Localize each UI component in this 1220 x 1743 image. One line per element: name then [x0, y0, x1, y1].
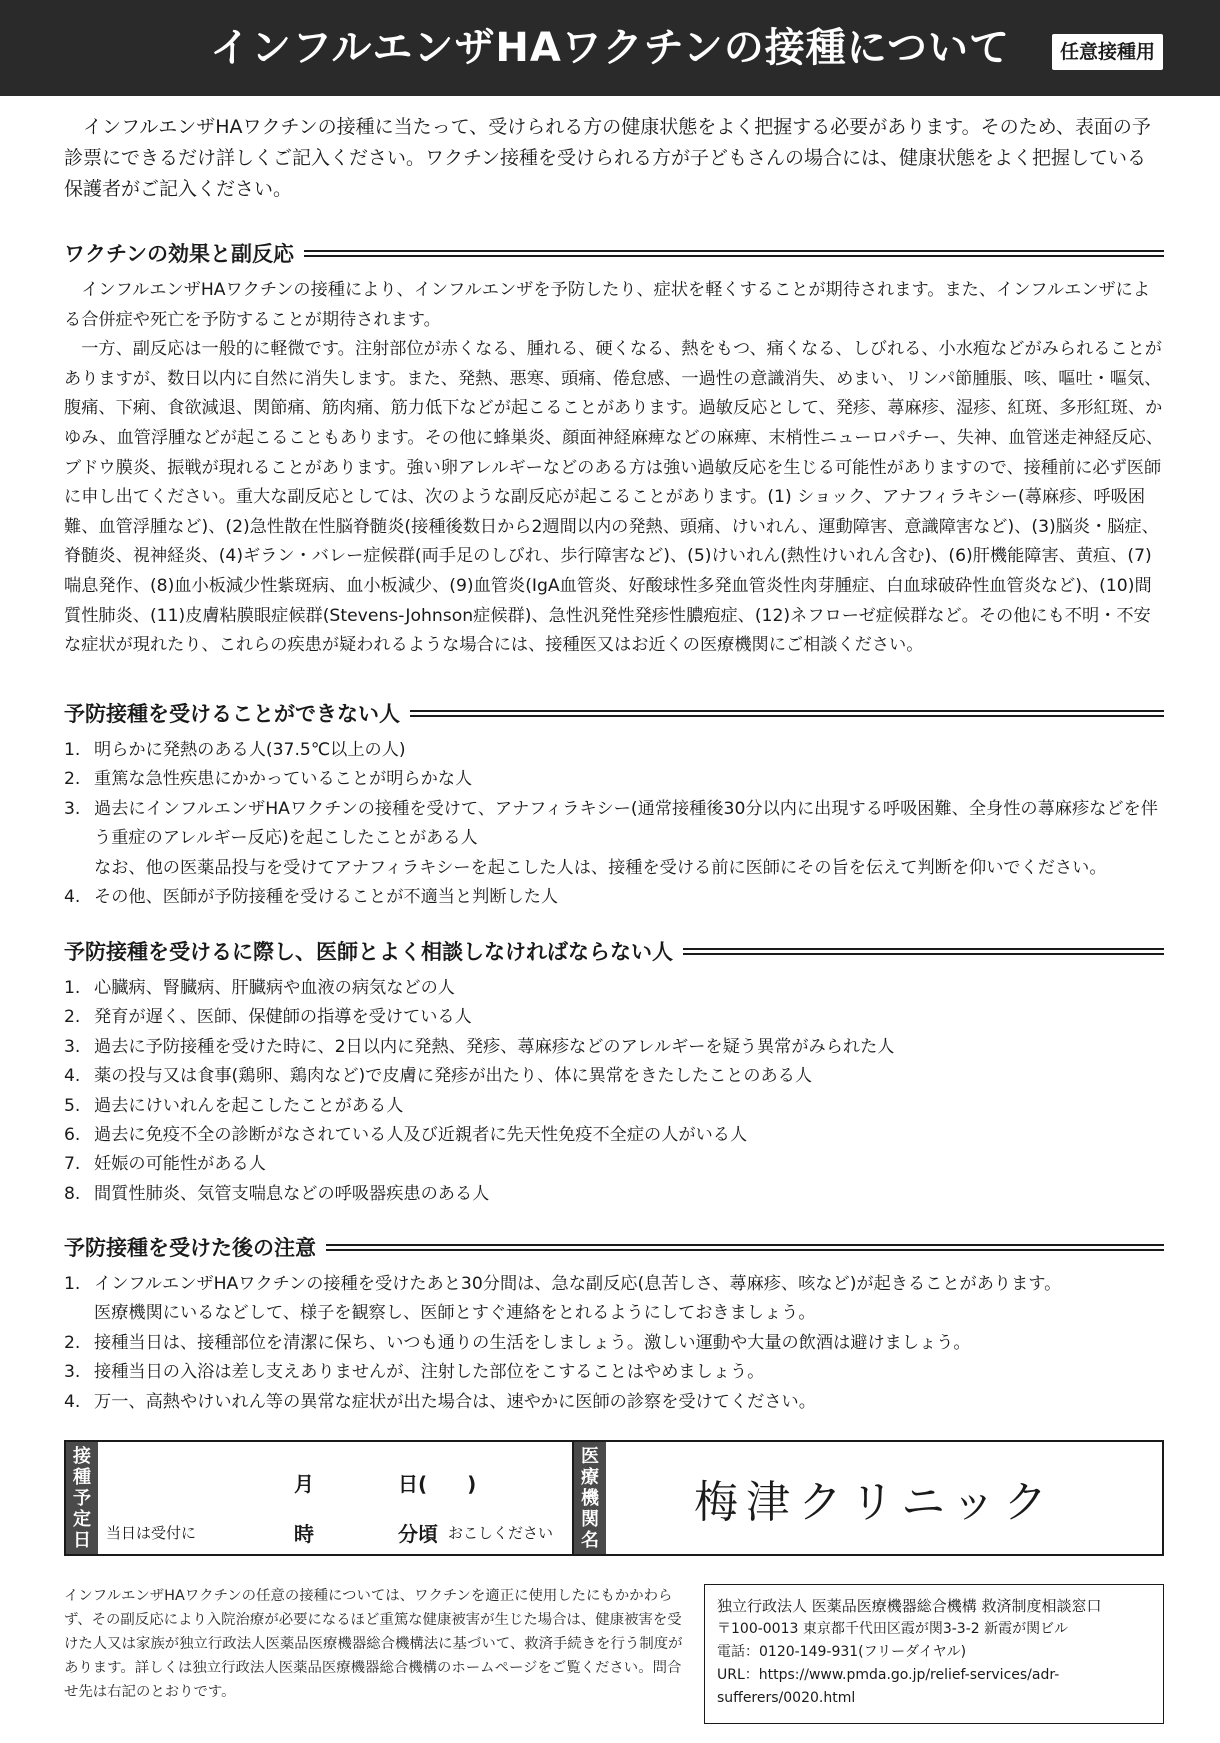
heading-rule — [304, 250, 1164, 257]
list-item: 3. 接種当日の入浴は差し支えありませんが、注射した部位をこすることはやめましょう。 — [64, 1362, 765, 1383]
institution-label-char: 療 — [581, 1466, 599, 1488]
list-item: 4. 万一、高熱やけいれん等の異常な症状が出た場合は、速やかに医師の診察を受けてください。 — [64, 1391, 816, 1412]
section-cannot-heading — [64, 696, 1164, 730]
contact-phone: 電話：0120-149-931(フリーダイヤル) — [717, 1644, 967, 1660]
come-note: おこしください — [448, 1524, 554, 1542]
section-consult — [64, 934, 1164, 1209]
page-header — [0, 0, 1220, 96]
list-item: 8. 間質性肺炎、気管支喘息などの呼吸器疾患のある人 — [64, 1183, 490, 1204]
heading-rule — [326, 1244, 1164, 1251]
list-item: 2. 重篤な急性疾患にかかっていることが明らかな人 — [64, 769, 473, 790]
month-label: 月 — [294, 1472, 314, 1496]
list-item: 3. 過去にインフルエンザHAワクチンの接種を受けて、アナフィラキシー(通常接種後30分以内に出現する呼吸困難、全身性の蕁麻疹などを伴う重症のアレルギー反応)を起こしたことがある人 なお、他の医薬品投与を受けてアナフィラキシーを起こした人は、接種を受ける前に医師にその旨を伝えて判断を仰いでください。 — [64, 795, 1164, 883]
institution-label-char: 名 — [581, 1529, 599, 1551]
relief-system-note: インフルエンザHAワクチンの任意の接種については、ワクチンを適正に使用したにもかかわらず、その副反応により入院治療が必要になるほど重篤な健康被害が生じた場合は、健康被害を受けた人又は家族が独立行政法人医薬品医療機器総合機構法に基づいて、救済手続きを行う制度があります。詳しくは独立行政法人医薬品医療機器総合機構のホームページをご覧ください。問合せ先は右記のとおりです。 — [64, 1588, 683, 1700]
scheduled-date-label-char: 予 — [73, 1487, 91, 1509]
list-item-note: 医療機関にいるなどして、様子を観察し、医師とすぐ連絡をとれるようにしておきましょう。 — [94, 1303, 816, 1324]
contact-url: URL：https://www.pmda.go.jp/relief-services/adr-sufferers/0020.html — [717, 1667, 1060, 1706]
list-item: 6. 過去に免疫不全の診断がなされている人及び近親者に先天性免疫不全症の人がいる人 — [64, 1125, 748, 1146]
effects-paragraph-2: 一方、副反応は一般的に軽微です。注射部位が赤くなる、腫れる、硬くなる、熱をもつ、痛くなる、しびれる、小水疱などがみられることがありますが、数日以内に自然に消失します。また、発熱、悪寒、頭痛、倦怠感、一過性の意識消失、めまい、リンパ節腫脹、咳、嘔吐・嘔気、腹痛、下痢、食欲減退、関節痛、筋肉痛、筋力低下などが起こることがあります。過敏反応として、発疹、蕁麻疹、湿疹、紅斑、多形紅斑、かゆみ、血管浮腫などが起こることもあります。その他に蜂巣炎、顔面神経麻痺などの麻痺、末梢性ニューロパチー、失神、血管迷走神経反応、ブドウ膜炎、振戦が現れることがあります。強い卵アレルギーなどのある方は強い過敏反応を生じる可能性がありますので、接種前に必ず医師に申し出てください。重大な副反応としては、次のような副反応が起こることがあります。(1) ショック、アナフィラキシー(蕁麻疹、呼吸困難、血管浮腫など)、(2)急性散在性脳脊髄炎(接種後数日から2週間以内の発熱、頭痛、けいれん、運動障害、意識障害など)、(3)脳炎・脳症、脊髄炎、視神経炎、(4)ギラン・バレー症候群(両手足のしびれ、歩行障害など)、(5)けいれん(熱性けいれん含む)、(6)肝機能障害、黄疸、(7)喘息発作、(8)血小板減少性紫斑病、血小板減少、(9)血管炎(IgA血管炎、好酸球性多発血管炎性肉芽腫症、白血球破砕性血管炎など)、(10)間質性肺炎、(11)皮膚粘膜眼症候群(Stevens-Johnson症候群)、急性汎発性発疹性膿疱症、(12)ネフローゼ症候群など。その他にも不明・不安な症状が現れたり、これらの疾患が疑われるような場合には、接種医又はお近くの医療機関にご相談ください。 — [64, 339, 1163, 656]
institution-label-char: 関 — [581, 1508, 599, 1530]
cannot-list — [64, 736, 1164, 912]
contact-org: 独立行政法人 医薬品医療機器総合機構 救済制度相談窓口 — [717, 1597, 1102, 1615]
section-cannot — [64, 696, 1164, 912]
scheduled-date-label — [66, 1442, 98, 1554]
intro-text: インフルエンザHAワクチンの接種に当たって、受けられる方の健康状態をよく把握する必要があります。そのため、表面の予診票にできるだけ詳しくご記入ください。ワクチン接種を受けられる方が子どもさんの場合には、健康状態をよく把握している保護者がご記入ください。 — [64, 116, 1151, 200]
section-cannot-title: 予防接種を受けることができない人 — [64, 702, 400, 726]
appointment-fields — [98, 1442, 574, 1554]
list-item: 1. インフルエンザHAワクチンの接種を受けたあと30分間は、急な副反応(息苦しさ、蕁麻疹、咳など)が起きることがあります。 医療機関にいるなどして、様子を観察し、医師とすぐ連絡をとれるようにしておきましょう。 — [64, 1270, 1164, 1329]
section-after-heading — [64, 1230, 1164, 1264]
scheduled-date-label-char: 種 — [73, 1466, 91, 1488]
section-after-title: 予防接種を受けた後の注意 — [64, 1236, 316, 1260]
institution-field — [606, 1442, 1162, 1554]
list-item: 2. 発育が遅く、医師、保健師の指導を受けている人 — [64, 1007, 472, 1028]
list-item: 2. 接種当日は、接種部位を清潔に保ち、いつも通りの生活をしましょう。激しい運動や大量の飲酒は避けましょう。 — [64, 1332, 971, 1353]
institution-label-char: 医 — [581, 1445, 599, 1467]
appointment-box — [64, 1440, 1164, 1556]
section-consult-heading — [64, 934, 1164, 968]
list-item: 7. 妊娠の可能性がある人 — [64, 1154, 266, 1175]
contact-address: 〒100-0013 東京都千代田区霞が関3-3-2 新霞が関ビル — [717, 1621, 1069, 1637]
section-effects — [64, 236, 1164, 661]
section-consult-title: 予防接種を受けるに際し、医師とよく相談しなければならない人 — [64, 940, 673, 964]
list-item: 1. 心臓病、腎臓病、肝臓病や血液の病気などの人 — [64, 978, 455, 998]
institution-label-char: 機 — [581, 1487, 599, 1509]
scheduled-date-label-char: 接 — [73, 1445, 91, 1467]
section-effects-heading — [64, 236, 1164, 270]
heading-rule — [410, 710, 1164, 717]
section-effects-title: ワクチンの効果と副反応 — [64, 242, 294, 266]
list-item: 1. 明らかに発熱のある人(37.5℃以上の人) — [64, 740, 406, 760]
section-after — [64, 1230, 1164, 1417]
list-item: 5. 過去にけいれんを起こしたことがある人 — [64, 1095, 404, 1116]
consult-list — [64, 974, 1164, 1209]
institution-label — [574, 1442, 606, 1554]
day-label: 日( ) — [398, 1472, 477, 1496]
list-item-note: なお、他の医薬品投与を受けてアナフィラキシーを起こした人は、接種を受ける前に医師にその旨を伝えて判断を仰いでください。 — [94, 857, 1107, 878]
list-item: 3. 過去に予防接種を受けた時に、2日以内に発熱、発疹、蕁麻疹などのアレルギーを疑う異常がみられた人 — [64, 1036, 895, 1057]
minute-label: 分頃 — [398, 1522, 438, 1546]
contact-box — [704, 1584, 1164, 1724]
list-item: 4. 薬の投与又は食事(鶏卵、鶏肉など)で皮膚に発疹が出たり、体に異常をきたしたことのある人 — [64, 1066, 813, 1087]
scheduled-date-label-char: 定 — [73, 1508, 91, 1530]
clinic-name-stamp: 梅津クリニック — [694, 1477, 1056, 1528]
list-item: 4. その他、医師が予防接種を受けることが不適当と判断した人 — [64, 887, 559, 908]
reception-note: 当日は受付に — [106, 1524, 197, 1542]
heading-rule — [683, 948, 1164, 955]
hour-label: 時 — [294, 1522, 314, 1546]
effects-paragraph-1: インフルエンザHAワクチンの接種により、インフルエンザを予防したり、症状を軽くすることが期待されます。また、インフルエンザによる合併症や死亡を予防することが期待されます。 — [64, 280, 1151, 330]
scheduled-date-label-char: 日 — [73, 1529, 91, 1551]
page-title: インフルエンザHAワクチンの接種について — [209, 25, 1011, 71]
after-list — [64, 1270, 1164, 1417]
voluntary-badge: 任意接種用 — [1052, 34, 1163, 70]
